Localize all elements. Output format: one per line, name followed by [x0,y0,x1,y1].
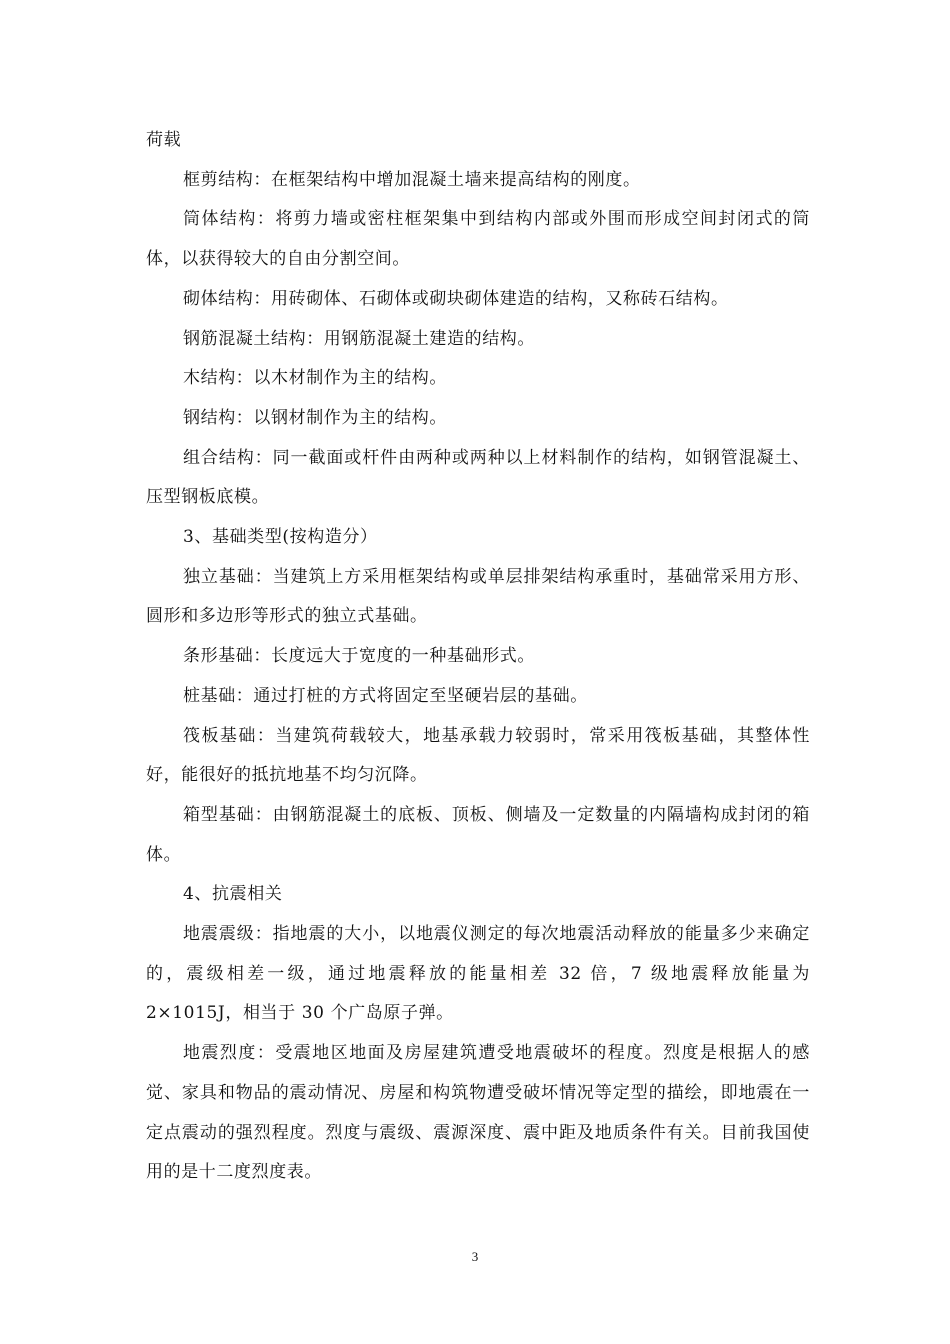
paragraph-reinforced-concrete-structure: 钢筋混凝土结构：用钢筋混凝土建造的结构。 [183,328,535,349]
paragraph-earthquake-intensity: 地震烈度：受震地区地面及房屋建筑遭受地震破坏的程度。烈度是根据人的感觉、家具和物品的震动情况、房屋和构筑物遭受破坏情况等定型的描绘，即地震在一定点震动的强烈程度。烈度与震级、震源深度、震中距及地质条件有关。目前我国使用的是十二度烈度表。 [146,1043,810,1183]
paragraph-composite-structure: 组合结构：同一截面或杆件由两种或两种以上材料制作的结构，如钢管混凝土、压型钢板底模。 [146,447,810,508]
paragraph-steel-structure: 钢结构：以钢材制作为主的结构。 [183,407,447,428]
section-heading-foundation-types: 3、基础类型(按构造分） [183,527,378,548]
paragraph-earthquake-magnitude: 地震震级：指地震的大小，以地震仪测定的每次地震活动释放的能量多少来确定的，震级相差一级，通过地震释放的能量相差 32 倍，7 级地震释放能量为 2×1015J，相当于 30 个广岛原子弹。 [146,924,810,1024]
paragraph-pile-foundation: 桩基础：通过打桩的方式将固定至坚硬岩层的基础。 [183,685,588,706]
document-body [146,121,810,1193]
paragraph-box-foundation: 箱型基础：由钢筋混凝土的底板、顶板、侧墙及一定数量的内隔墙构成封闭的箱体。 [146,804,810,865]
page-number: 3 [471,1249,479,1264]
paragraph-tube-structure: 筒体结构：将剪力墙或密柱框架集中到结构内部或外围而形成空间封闭式的筒体，以获得较大的自由分割空间。 [146,209,810,270]
paragraph-isolated-foundation: 独立基础：当建筑上方采用框架结构或单层排架结构承重时，基础常采用方形、圆形和多边形等形式的独立式基础。 [146,566,810,627]
paragraph-strip-foundation: 条形基础：长度远大于宽度的一种基础形式。 [183,646,535,667]
paragraph-masonry-structure: 砌体结构：用砖砌体、石砌体或砌块砌体建造的结构，又称砖石结构。 [183,288,729,309]
paragraph-frame-shear-structure: 框剪结构：在框架结构中增加混凝土墙来提高结构的刚度。 [183,169,641,190]
section-heading-seismic: 4、抗震相关 [183,884,283,905]
paragraph-timber-structure: 木结构：以木材制作为主的结构。 [183,368,447,389]
paragraph-raft-foundation: 筏板基础：当建筑荷载较大，地基承载力较弱时，常采用筏板基础，其整体性好，能很好的抵抗地基不均匀沉降。 [146,725,810,786]
paragraph-load-fragment: 荷载 [146,130,182,150]
